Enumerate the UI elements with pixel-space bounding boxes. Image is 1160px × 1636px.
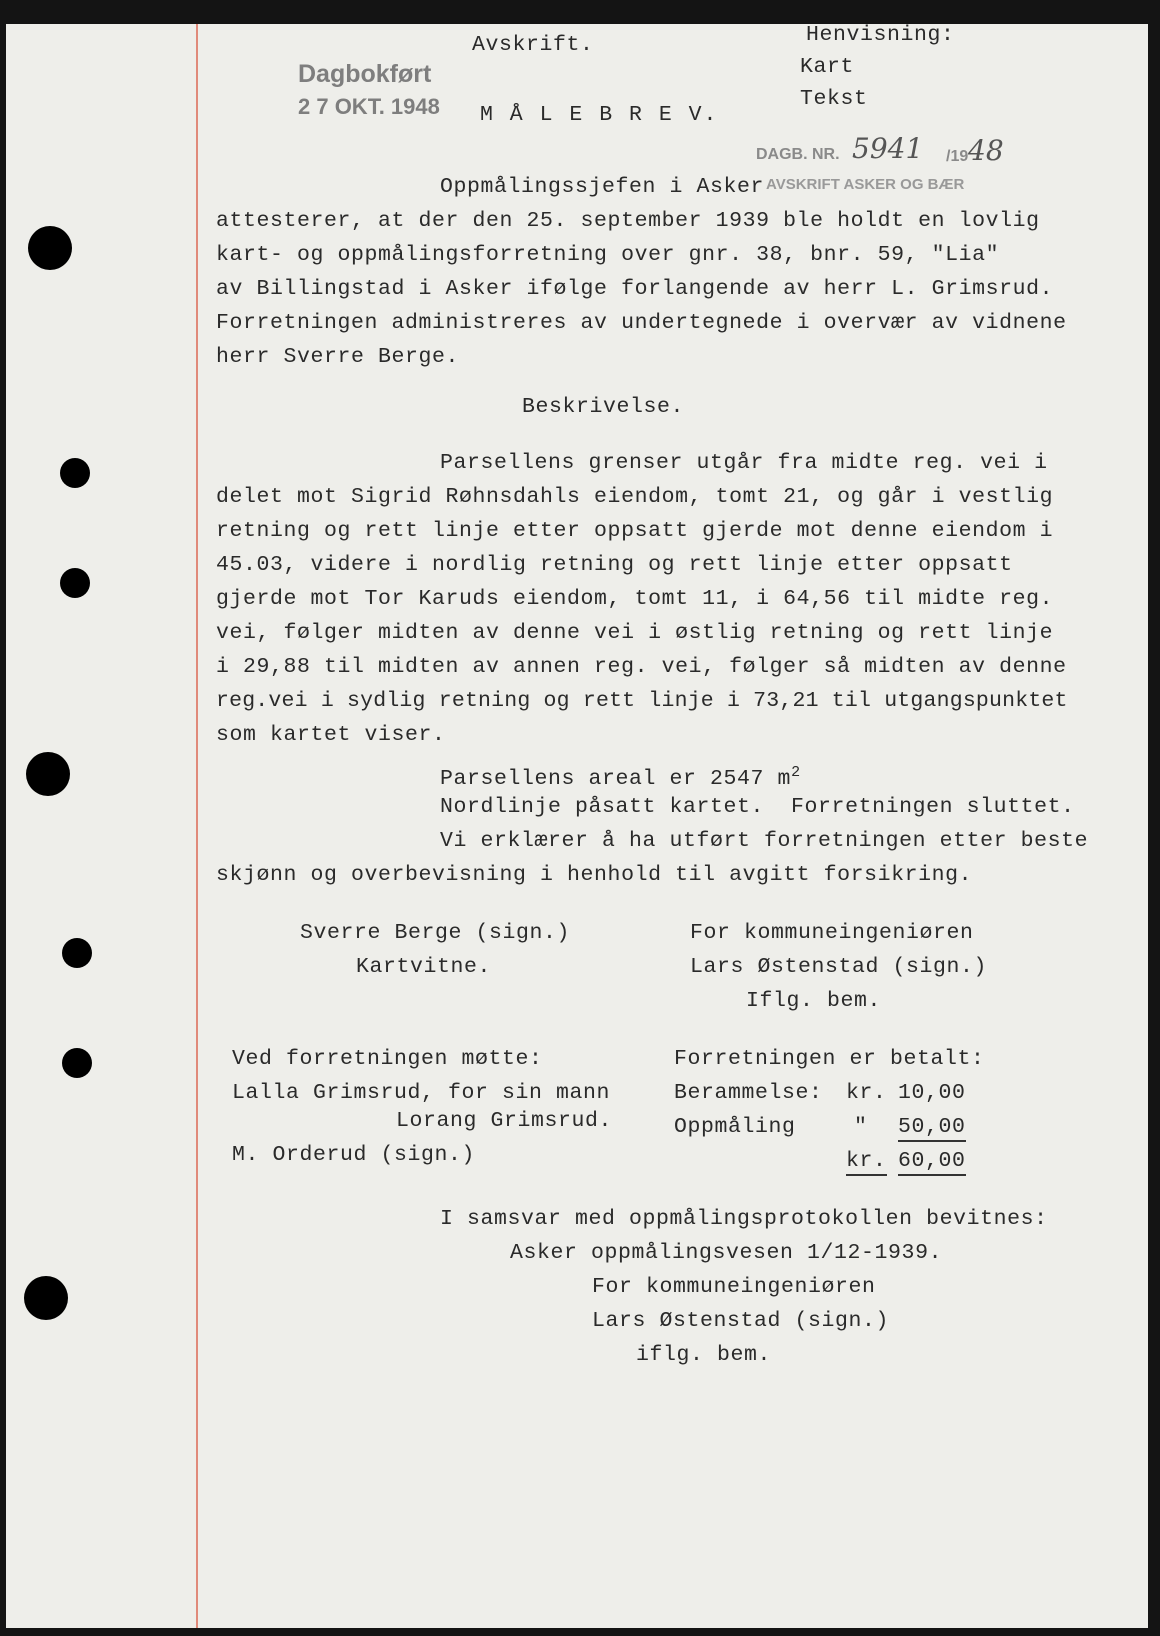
margin-line <box>196 24 198 1628</box>
description-line: delet mot Sigrid Røhnsdahls eiendom, tomt 21, og går i vestlig <box>216 485 1054 509</box>
nordlinje-line: Nordlinje påsatt kartet. Forretningen sluttet. <box>440 795 1075 819</box>
tekst-label: Tekst <box>800 87 868 111</box>
attendance-line: M. Orderud (sign.) <box>232 1143 476 1167</box>
signature-right: Iflg. bem. <box>746 989 882 1013</box>
punch-hole <box>28 226 72 270</box>
attendance-line: Lorang Grimsrud. <box>396 1109 613 1133</box>
description-line: 45.03, videre i nordlig retning og rett linje etter oppsatt <box>216 553 1013 577</box>
signature-right: For kommuneingeniøren <box>690 921 974 945</box>
document-page <box>6 24 1148 1628</box>
payment-heading: Forretningen er betalt: <box>674 1047 985 1071</box>
signature-left: Sverre Berge (sign.) <box>300 921 571 945</box>
stamp-date: 2 7 OKT. 1948 <box>298 94 440 119</box>
description-line: retning og rett linje etter oppsatt gjerde mot denne eiendom i <box>216 519 1054 543</box>
punch-hole <box>60 458 90 488</box>
area-superscript: 2 <box>791 764 801 781</box>
intro-line: kart- og oppmålingsforretning over gnr. 38, bnr. 59, "Lia" <box>216 243 1000 267</box>
payment-total-unit: kr. <box>846 1148 887 1176</box>
punch-hole <box>62 938 92 968</box>
description-line: reg.vei i sydlig retning og rett linje i 73,21 til utgangspunktet <box>216 689 1068 713</box>
payment-total-amount: 60,00 <box>898 1148 966 1176</box>
punch-hole <box>24 1276 68 1320</box>
dagb-nr-year-hand: 48 <box>968 134 1004 167</box>
closing-line: I samsvar med oppmålingsprotokollen bevitnes: <box>440 1207 1048 1231</box>
intro-line: av Billingstad i Asker ifølge forlangende av herr L. Grimsrud. <box>216 277 1054 301</box>
payment-label: Berammelse: <box>674 1081 823 1105</box>
description-line: gjerde mot Tor Karuds eiendom, tomt 11, i 64,56 til midte reg. <box>216 587 1054 611</box>
kart-label: Kart <box>800 55 855 79</box>
section-heading: Beskrivelse. <box>522 395 685 419</box>
avskrift-asker-stamp: AVSKRIFT ASKER OG BÆR <box>766 176 965 193</box>
area-line <box>440 760 801 792</box>
punch-hole <box>62 1048 92 1078</box>
closing-line: Asker oppmålingsvesen 1/12-1939. <box>510 1241 943 1265</box>
intro-line: attesterer, at der den 25. september 1939 ble holdt en lovlig <box>216 209 1040 233</box>
erklaring-line: skjønn og overbevisning i henhold til avgitt forsikring. <box>216 863 973 887</box>
henvisning-label: Henvisning: <box>806 24 955 47</box>
punch-hole <box>60 568 90 598</box>
intro-line: herr Sverre Berge. <box>216 345 460 369</box>
description-line: Parsellens grenser utgår fra midte reg. vei i <box>440 451 1048 475</box>
payment-unit: kr. <box>846 1081 887 1105</box>
punch-hole <box>26 752 70 796</box>
description-line: som kartet viser. <box>216 723 446 747</box>
dagbokfort-stamp: Dagbokført <box>298 60 432 88</box>
intro-line: Forretningen administreres av undertegnede i overvær av vidnene <box>216 311 1067 335</box>
avskrift-label: Avskrift. <box>472 33 594 57</box>
erklaring-line: Vi erklærer å ha utført forretningen etter beste <box>440 829 1089 853</box>
signature-left: Kartvitne. <box>356 955 492 979</box>
description-line: i 29,88 til midten av annen reg. vei, følger så midten av denne <box>216 655 1067 679</box>
dagb-nr-number: 5941 <box>852 132 924 165</box>
attendance-line: Lalla Grimsrud, for sin mann <box>232 1081 611 1105</box>
intro-line: Oppmålingssjefen i Asker <box>440 175 765 199</box>
document-title: M Å L E B R E V. <box>480 103 719 127</box>
description-line: vei, følger midten av denne vei i østlig retning og rett linje <box>216 621 1054 645</box>
payment-amount: 10,00 <box>898 1081 966 1105</box>
signature-right: Lars Østenstad (sign.) <box>690 955 988 979</box>
area-text: Parsellens areal er 2547 m <box>440 767 792 792</box>
closing-line: For kommuneingeniøren <box>592 1275 876 1299</box>
closing-line: Lars Østenstad (sign.) <box>592 1309 890 1333</box>
dagb-nr-year: /19 <box>946 148 969 165</box>
payment-amount: 50,00 <box>898 1114 966 1142</box>
attendance-heading: Ved forretningen møtte: <box>232 1047 543 1071</box>
payment-label: Oppmåling <box>674 1115 796 1139</box>
payment-unit: " <box>854 1115 868 1139</box>
closing-line: iflg. bem. <box>636 1343 772 1367</box>
dagb-nr-label: DAGB. NR. <box>756 146 840 163</box>
